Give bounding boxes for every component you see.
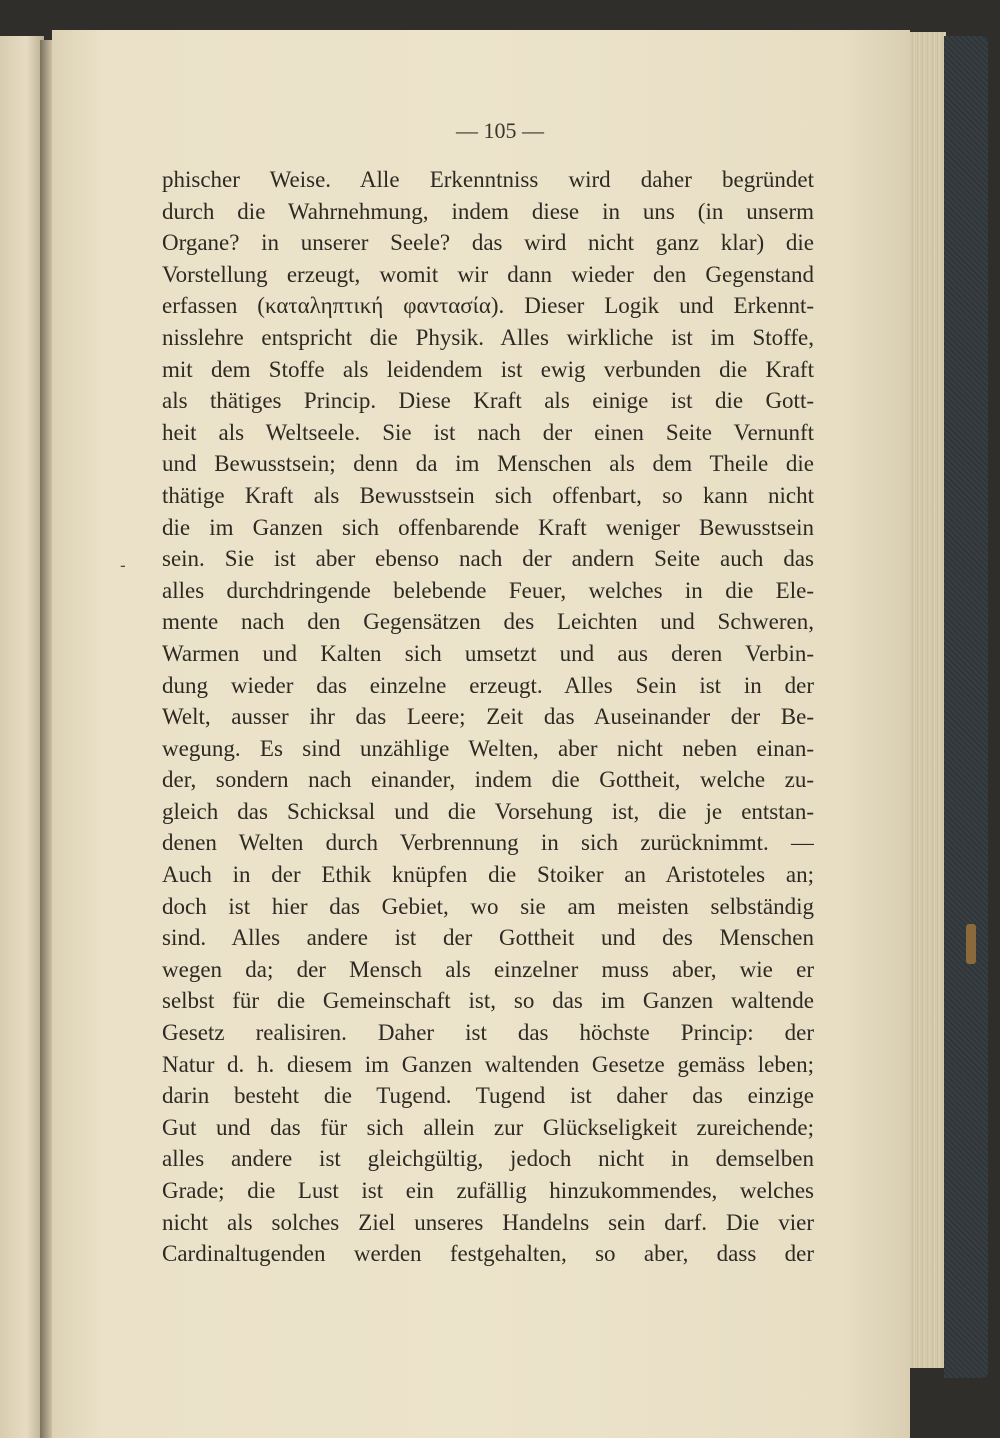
text-line: thätige Kraft als Bewusstsein sich offenbart, so kann nicht	[162, 482, 814, 508]
previous-page-edge	[0, 36, 44, 1438]
text-line: dung wieder das einzelne erzeugt. Alles Sein ist in der	[162, 672, 814, 698]
text-line: doch ist hier das Gebiet, wo sie am meisten selbständig	[162, 893, 814, 919]
text-line: nicht als solches Ziel unseres Handelns sein darf. Die vier	[162, 1209, 814, 1235]
body-text	[162, 164, 814, 1270]
text-line: gleich das Schicksal und die Vorsehung ist, die je entstan-	[162, 798, 814, 824]
text-line: Warmen und Kalten sich umsetzt und aus deren Verbin-	[162, 640, 814, 666]
text-line: Gesetz realisiren. Daher ist das höchste Princip: der	[162, 1020, 814, 1046]
text-line: Gut und das für sich allein zur Glückseligkeit zureichende;	[162, 1114, 814, 1140]
text-line: alles durchdringende belebende Feuer, welches in die Ele-	[162, 577, 814, 603]
page-stack-edge	[906, 32, 946, 1368]
text-line: Vorstellung erzeugt, womit wir dann wieder den Gegenstand	[162, 261, 814, 287]
text-line: sein. Sie ist aber ebenso nach der andern Seite auch das	[162, 546, 814, 572]
text-line: Organe? in unserer Seele? das wird nicht ganz klar) die	[162, 230, 814, 256]
text-line: der, sondern nach einander, indem die Gottheit, welche zu-	[162, 767, 814, 793]
text-line: wegung. Es sind unzählige Welten, aber nicht neben einan-	[162, 735, 814, 761]
text-line: Auch in der Ethik knüpfen die Stoiker an Aristoteles an;	[162, 862, 814, 888]
text-line: phischer Weise. Alle Erkenntniss wird daher begründet	[162, 167, 814, 192]
text-line: sind. Alles andere ist der Gottheit und des Menschen	[162, 925, 814, 951]
text-line: alles andere ist gleichgültig, jedoch nicht in demselben	[162, 1146, 814, 1172]
text-line: mente nach den Gegensätzen des Leichten und Schweren,	[162, 609, 814, 635]
text-line: als thätiges Princip. Diese Kraft als einige ist die Gott-	[162, 388, 814, 414]
text-line: denen Welten durch Verbrennung in sich zurücknimmt. —	[162, 830, 814, 856]
text-line: selbst für die Gemeinschaft ist, so das im Ganzen waltende	[162, 988, 814, 1014]
text-line: Natur d. h. diesem im Ganzen waltenden Gesetze gemäss leben;	[162, 1051, 814, 1077]
text-line: Grade; die Lust ist ein zufällig hinzukommendes, welches	[162, 1178, 814, 1203]
text-line: mit dem Stoffe als leidendem ist ewig verbunden die Kraft	[162, 356, 814, 382]
text-line: durch die Wahrnehmung, indem diese in uns (in unserm	[162, 198, 814, 224]
text-line: erfassen (καταληπτική φαντασία). Dieser Logik und Erkennt-	[162, 293, 814, 319]
text-line: wegen da; der Mensch als einzelner muss aber, wie er	[162, 956, 814, 982]
text-line: die im Ganzen sich offenbarende Kraft weniger Bewusstsein	[162, 514, 814, 540]
cover-tab-mark	[966, 924, 976, 964]
book-cover	[944, 36, 988, 1378]
text-line: Welt, ausser ihr das Leere; Zeit das Auseinander der Be-	[162, 704, 814, 730]
text-line: heit als Weltseele. Sie ist nach der einen Seite Vernunft	[162, 419, 814, 445]
text-line: und Bewusstsein; denn da im Menschen als dem Theile die	[162, 451, 814, 477]
text-line: nisslehre entspricht die Physik. Alles wirkliche ist im Stoffe,	[162, 324, 814, 350]
page-number: — 105 —	[456, 118, 544, 143]
text-line: darin besteht die Tugend. Tugend ist daher das einzige	[162, 1083, 814, 1109]
text-line: Cardinaltugenden werden festgehalten, so aber, dass der	[162, 1241, 814, 1267]
margin-mark: -	[120, 556, 126, 575]
